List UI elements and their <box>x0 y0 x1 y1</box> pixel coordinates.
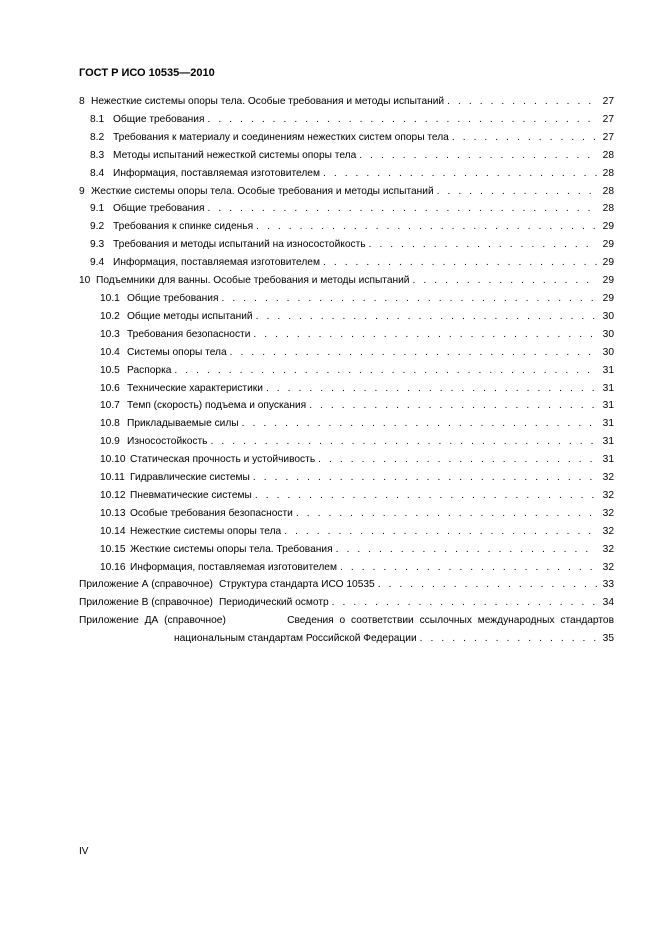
toc-entry-label <box>90 129 449 147</box>
toc-entry-page: 32 <box>602 472 614 484</box>
toc-leader-dots <box>208 111 597 129</box>
toc-entry-page: 31 <box>602 454 614 466</box>
toc-entry-title: Системы опоры тела <box>127 346 227 358</box>
toc-entry-number: 8.4 <box>90 167 105 179</box>
toc-entry-number: 10.8 <box>100 418 120 430</box>
toc-entry-label <box>90 200 205 218</box>
toc-entry-label <box>100 469 250 487</box>
toc-entry-label <box>90 236 366 254</box>
toc-entry-number: 9 <box>79 185 85 197</box>
toc-entry[interactable] <box>79 487 614 505</box>
toc-leader-dots <box>174 362 597 380</box>
toc-entry-label <box>100 380 263 398</box>
toc-entry-label <box>79 93 444 111</box>
toc-entry-label <box>79 183 434 201</box>
toc-entry-number: 10.7 <box>100 400 120 412</box>
toc-entry-page: 29 <box>602 292 614 304</box>
toc-entry-number: 10.12 <box>100 489 126 501</box>
toc-entry[interactable] <box>79 236 614 254</box>
toc-leader-dots <box>284 523 597 541</box>
toc-entry-title: Сведения о соответствии ссылочных международных стандартов <box>287 615 614 627</box>
toc-entry[interactable] <box>79 93 614 111</box>
toc-entry-page: 28 <box>602 185 614 197</box>
toc-entry-number: 10.2 <box>100 310 120 322</box>
toc-entry-title: Статическая прочность и устойчивость <box>130 454 316 466</box>
toc-entry-title: Износостойкость <box>127 436 208 448</box>
toc-entry-page: 34 <box>602 597 614 609</box>
toc-entry-page: 31 <box>602 436 614 448</box>
toc-entry[interactable] <box>79 200 614 218</box>
toc-entry-label <box>100 487 252 505</box>
toc-entry[interactable] <box>79 397 614 415</box>
toc-leader-dots <box>340 559 597 577</box>
toc-entry-appendix-da[interactable] <box>79 612 614 648</box>
toc-entry-title: Подъемники для ванны. Особые требования и методы испытаний <box>96 275 410 287</box>
toc-entry[interactable] <box>79 165 614 183</box>
toc-entry-number: 10.15 <box>100 543 126 555</box>
toc-entry-number: 10.10 <box>100 454 126 466</box>
toc-entry-page: 29 <box>602 239 614 251</box>
toc-entry-page: 32 <box>602 543 614 555</box>
toc-entry-title: Распорка <box>127 364 172 376</box>
toc-entry-title: Общие методы испытаний <box>127 310 253 322</box>
toc-leader-dots <box>242 415 597 433</box>
toc-leader-dots <box>210 433 597 451</box>
toc-entry-number: 10.11 <box>100 472 125 484</box>
toc-leader-dots <box>447 93 597 111</box>
toc-leader-dots <box>420 630 597 648</box>
toc-entry-title: Требования к спинке сиденья <box>113 221 254 233</box>
toc-entry-title: Особые требования безопасности <box>130 507 293 519</box>
toc-entry-title: Требования и методы испытаний на износостойкость <box>113 239 366 251</box>
toc-entry-title: Методы испытаний нежесткой системы опоры тела <box>113 149 357 161</box>
toc-entry-label <box>100 559 337 577</box>
toc-entry-number: 10.9 <box>100 436 120 448</box>
toc-leader-dots <box>222 290 597 308</box>
toc-entry[interactable] <box>79 541 614 559</box>
toc-entry-page: 30 <box>602 310 614 322</box>
toc-entry-page: 35 <box>602 633 614 645</box>
toc-entry-label <box>90 111 205 129</box>
toc-entry-number: Приложение В (справочное) <box>79 597 213 609</box>
toc-entry-page: 31 <box>602 364 614 376</box>
toc-entry[interactable] <box>79 111 614 129</box>
toc-entry-label <box>79 594 329 612</box>
toc-entry-page: 31 <box>602 400 614 412</box>
toc-leader-dots <box>323 165 597 183</box>
toc-entry-number: 10.3 <box>100 328 120 340</box>
toc-entry-title: Пневматические системы <box>130 489 252 501</box>
toc-entry-title: Структура стандарта ИСО 10535 <box>218 579 375 591</box>
toc-entry[interactable] <box>79 523 614 541</box>
toc-entry-label <box>100 433 207 451</box>
toc-entry-label <box>79 272 410 290</box>
toc-entry-page: 29 <box>602 275 614 287</box>
toc-entry[interactable] <box>79 183 614 201</box>
toc-leader-dots <box>437 183 597 201</box>
toc-leader-dots <box>369 236 597 254</box>
toc-entry-number: 9.4 <box>90 257 105 269</box>
toc-entry[interactable] <box>79 380 614 398</box>
toc-leader-dots <box>253 326 597 344</box>
toc-leader-dots <box>266 380 597 398</box>
toc-entry-page: 28 <box>602 167 614 179</box>
toc-entry-page: 30 <box>602 328 614 340</box>
toc-leader-dots <box>452 129 597 147</box>
toc-entry-number: 10.14 <box>100 525 126 537</box>
toc-entry-label <box>100 290 219 308</box>
toc-entry-title: Нежесткие системы опоры тела. Особые требования и методы испытаний <box>91 96 445 107</box>
toc-entry-page: 32 <box>602 525 614 537</box>
toc-entry-number: 10 <box>79 275 91 287</box>
toc-entry-label <box>100 541 333 559</box>
toc-leader-dots <box>359 147 597 165</box>
toc-entry[interactable] <box>79 469 614 487</box>
toc-entry[interactable] <box>79 559 614 577</box>
toc-entry-label <box>90 147 356 165</box>
toc-entry-label <box>90 218 253 236</box>
toc-entry[interactable] <box>79 415 614 433</box>
toc-entry-page: 32 <box>602 507 614 519</box>
toc-entry-number: 8.2 <box>90 131 105 143</box>
toc-leader-dots <box>296 505 597 523</box>
toc-entry[interactable] <box>79 594 614 612</box>
toc-entry-number: 10.1 <box>100 292 120 304</box>
toc-entry[interactable] <box>79 290 614 308</box>
toc-leader-dots <box>336 541 597 559</box>
toc-entry[interactable] <box>79 433 614 451</box>
toc-entry[interactable] <box>79 362 614 380</box>
toc-entry-title: Общие требования <box>113 203 205 215</box>
toc-entry-label <box>100 505 293 523</box>
toc-entry-page: 27 <box>602 113 614 125</box>
toc-leader-dots <box>253 469 597 487</box>
toc-entry-title: Требования к материалу и соединениям нежестких систем опоры тела <box>113 131 449 143</box>
toc-entry-title: Информация, поставляемая изготовителем <box>130 561 337 573</box>
toc-entry-title: Общие требования <box>113 113 205 125</box>
toc-entry-page: 28 <box>602 149 614 161</box>
toc-entry-title: Темп (скорость) подъема и опускания <box>127 400 307 412</box>
toc-leader-dots <box>255 487 597 505</box>
toc-leader-dots <box>332 594 597 612</box>
toc-entry[interactable] <box>79 272 614 290</box>
toc-entry-number: 10.4 <box>100 346 120 358</box>
toc-leader-dots <box>208 200 597 218</box>
toc-entry-page: 27 <box>602 96 614 107</box>
toc-entry-label <box>100 344 227 362</box>
toc-entry-label <box>79 612 614 630</box>
toc-entry-page: 27 <box>602 131 614 143</box>
toc-entry-page: 31 <box>602 382 614 394</box>
toc-entry-page: 32 <box>602 561 614 573</box>
toc-entry-number: 9.2 <box>90 221 105 233</box>
toc-leader-dots <box>230 344 597 362</box>
toc-entry-title: Жесткие системы опоры тела. Требования <box>130 543 333 555</box>
toc-entry-title: Информация, поставляемая изготовителем <box>113 167 320 179</box>
toc-entry-label <box>100 415 239 433</box>
toc-entry[interactable] <box>79 505 614 523</box>
toc-entry-label <box>100 397 306 415</box>
toc-entry-title: Жесткие системы опоры тела. Особые требования и методы испытаний <box>91 185 434 197</box>
toc-entry-title: Прикладываемые силы <box>127 418 239 430</box>
toc-entry-title: Технические характеристики <box>127 382 263 394</box>
toc-entry-number: 10.5 <box>100 364 120 376</box>
toc-entry-label <box>100 308 253 326</box>
toc-entry[interactable] <box>79 147 614 165</box>
toc-entry-number: 10.16 <box>100 561 126 573</box>
toc-entry-label <box>79 576 375 594</box>
toc-entry-number: Приложение А (справочное) <box>79 579 213 591</box>
toc-entry-title: Периодический осмотр <box>218 597 329 609</box>
toc-entry-page: 29 <box>602 257 614 269</box>
toc-entry[interactable] <box>79 254 614 272</box>
toc-entry[interactable] <box>79 218 614 236</box>
toc-entry-label <box>100 326 250 344</box>
toc-entry-page: 33 <box>602 579 614 591</box>
toc-leader-dots <box>256 218 597 236</box>
toc-entry-title: Общие требования <box>127 292 219 304</box>
toc-entry-title: Требования безопасности <box>127 328 251 340</box>
toc-entry-number: 9.1 <box>90 203 105 215</box>
toc-entry-title: Нежесткие системы опоры тела <box>130 525 282 537</box>
toc-entry-label <box>90 254 320 272</box>
toc-entry-page: 28 <box>602 203 614 215</box>
document-header: ГОСТ Р ИСО 10535—2010 <box>79 67 215 79</box>
toc-entry-page: 32 <box>602 489 614 501</box>
toc-leader-dots <box>309 397 597 415</box>
toc-entry-number: 10.13 <box>100 507 126 519</box>
toc-entry-title-continued: национальным стандартам Российской Федерации <box>174 633 417 645</box>
toc-leader-dots <box>413 272 597 290</box>
table-of-contents <box>79 93 614 648</box>
toc-entry-number: 8.1 <box>90 113 105 125</box>
toc-entry-title: Гидравлические системы <box>130 472 250 484</box>
toc-entry-page: 30 <box>602 346 614 358</box>
toc-entry[interactable] <box>79 451 614 469</box>
toc-entry-title: Информация, поставляемая изготовителем <box>113 257 320 269</box>
toc-entry-label <box>90 165 320 183</box>
toc-leader-dots <box>318 451 597 469</box>
toc-entry-number: Приложение ДА (справочное) <box>79 615 226 627</box>
page-number: IV <box>79 846 89 857</box>
toc-entry-label <box>100 362 171 380</box>
toc-leader-dots <box>378 576 597 594</box>
toc-entry[interactable] <box>79 576 614 594</box>
toc-leader-dots <box>256 308 597 326</box>
toc-entry-number: 8.3 <box>90 149 105 161</box>
toc-entry-label <box>100 523 281 541</box>
toc-entry-number: 10.6 <box>100 382 120 394</box>
toc-entry-page: 31 <box>602 418 614 430</box>
toc-entry[interactable] <box>79 344 614 362</box>
toc-leader-dots <box>323 254 597 272</box>
toc-entry[interactable] <box>79 308 614 326</box>
toc-entry[interactable] <box>79 326 614 344</box>
toc-entry-number: 9.3 <box>90 239 105 251</box>
toc-entry-number: 8 <box>79 96 85 107</box>
toc-entry-label <box>100 451 315 469</box>
toc-entry-page: 29 <box>602 221 614 233</box>
toc-entry[interactable] <box>79 129 614 147</box>
